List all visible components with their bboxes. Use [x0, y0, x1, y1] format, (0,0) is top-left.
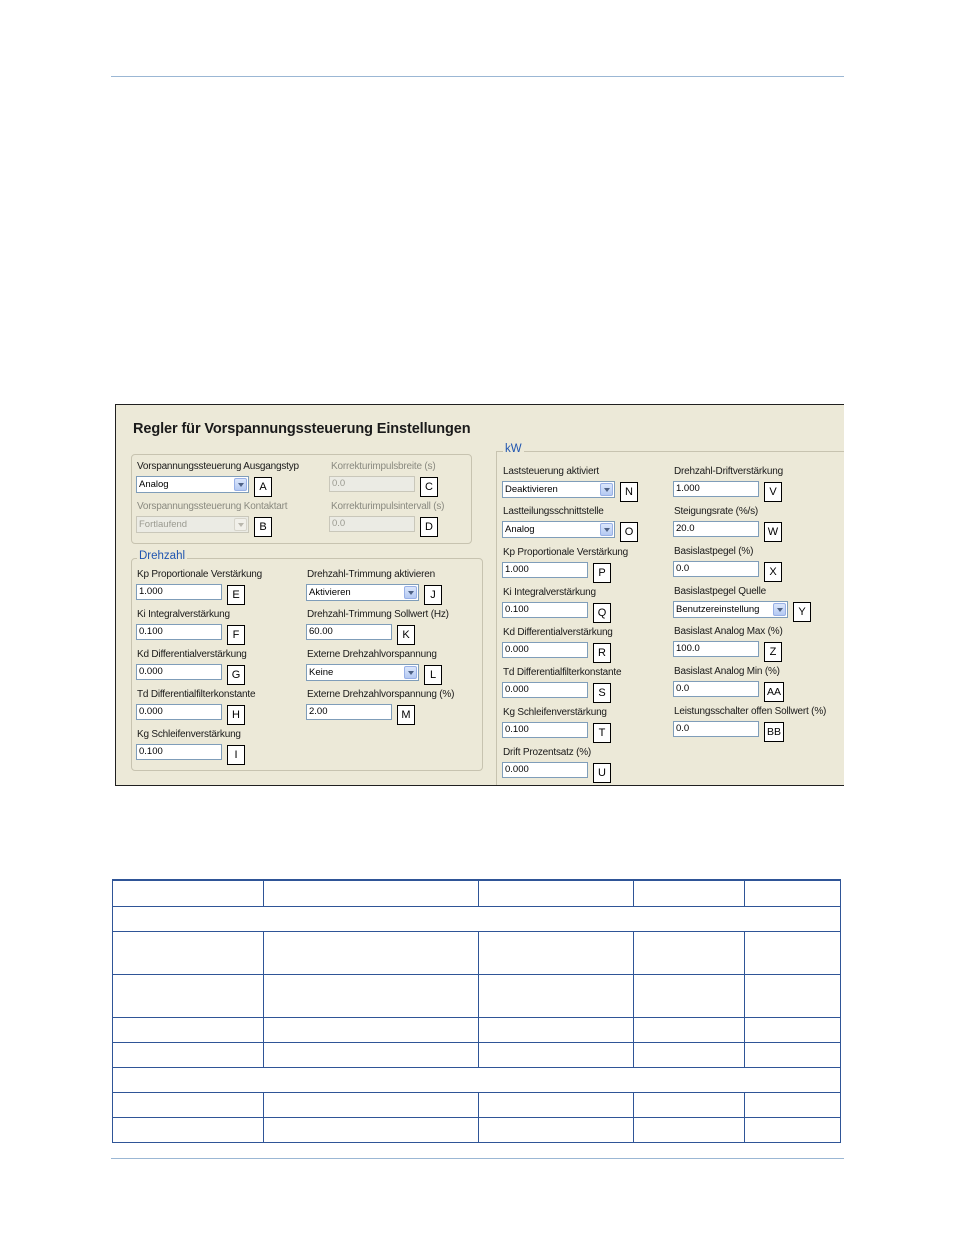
trim-enable-select[interactable]	[306, 584, 419, 601]
speed-td-label: Td Differentialfilterkonstante	[137, 689, 256, 700]
kw-legend: kW	[505, 443, 522, 455]
callout-m: M	[397, 705, 415, 725]
callout-e: E	[227, 585, 245, 605]
table-row	[113, 1018, 841, 1043]
chevron-down-icon[interactable]	[600, 523, 613, 536]
callout-p: P	[593, 563, 611, 583]
speed-kd-field[interactable]: 0.000	[136, 664, 222, 680]
table-header-row	[113, 880, 841, 907]
speed-ki-label: Ki Integralverstärkung	[137, 609, 230, 620]
analog-min-label: Basislast Analog Min (%)	[674, 666, 780, 677]
callout-s: S	[593, 683, 611, 703]
trim-enable-label: Drehzahl-Trimmung aktivieren	[307, 569, 435, 580]
kw-kp-field[interactable]: 1.000	[502, 562, 588, 578]
ramp-label: Steigungsrate (%/s)	[674, 506, 759, 517]
base-source-value: Benutzereinstellung	[676, 604, 760, 615]
settings-screenshot-panel	[115, 404, 844, 786]
speed-td-field[interactable]: 0.000	[136, 704, 222, 720]
contact-type-value: Fortlaufend	[139, 519, 188, 530]
chevron-down-icon[interactable]	[404, 586, 417, 599]
speed-kp-field[interactable]: 1.000	[136, 584, 222, 600]
drehzahl-legend: Drehzahl	[139, 550, 186, 562]
callout-w: W	[764, 522, 782, 542]
kw-kp-label: Kp Proportionale Verstärkung	[503, 547, 629, 558]
analog-max-field[interactable]: 100.0	[673, 641, 759, 657]
chevron-down-icon[interactable]	[404, 666, 417, 679]
pulse-interval-label: Korrekturimpulsintervall (s)	[331, 501, 445, 512]
callout-q: Q	[593, 603, 611, 623]
kw-group-top-border	[496, 451, 844, 452]
callout-u: U	[593, 763, 611, 783]
chevron-down-icon	[234, 518, 247, 531]
drift-pct-field[interactable]: 0.000	[502, 762, 588, 778]
speed-kg-field[interactable]: 0.100	[136, 744, 222, 760]
callout-j: J	[424, 585, 442, 605]
ext-bias-select[interactable]	[306, 664, 419, 681]
table-row	[113, 932, 841, 975]
callout-o: O	[620, 522, 638, 542]
load-share-select[interactable]	[502, 521, 615, 538]
pulse-interval-field: 0.0	[329, 516, 415, 532]
pulse-width-field: 0.0	[329, 476, 415, 492]
analog-max-label: Basislast Analog Max (%)	[674, 626, 783, 637]
callout-d: D	[420, 517, 438, 537]
ext-bias-value: Keine	[309, 667, 334, 678]
kw-ki-label: Ki Integralverstärkung	[503, 587, 596, 598]
table-row	[113, 1118, 841, 1143]
callout-aa: AA	[764, 682, 784, 702]
table-row	[113, 975, 841, 1018]
base-source-select[interactable]	[673, 601, 788, 618]
footer-rule	[111, 1158, 844, 1159]
drift-gain-label: Drehzahl-Driftverstärkung	[674, 466, 783, 477]
kw-group-border	[496, 451, 497, 786]
speed-kp-label: Kp Proportionale Verstärkung	[137, 569, 263, 580]
chevron-down-icon[interactable]	[773, 603, 786, 616]
kw-kg-field[interactable]: 0.100	[502, 722, 588, 738]
load-share-label: Lastteilungsschnittstelle	[503, 506, 604, 517]
callout-c: C	[420, 477, 438, 497]
trim-enable-value: Aktivieren	[309, 587, 351, 598]
callout-k: K	[397, 625, 415, 645]
speed-ki-field[interactable]: 0.100	[136, 624, 222, 640]
table-row	[113, 1093, 841, 1118]
speed-kd-label: Kd Differentialverstärkung	[137, 649, 247, 660]
ext-bias-label: Externe Drehzahlvorspannung	[307, 649, 437, 660]
callout-i: I	[227, 745, 245, 765]
pulse-width-label: Korrekturimpulsbreite (s)	[331, 461, 436, 472]
trim-setpoint-field[interactable]: 60.00	[306, 624, 392, 640]
drift-pct-label: Drift Prozentsatz (%)	[503, 747, 592, 758]
chevron-down-icon[interactable]	[600, 483, 613, 496]
callout-h: H	[227, 705, 245, 725]
load-share-value: Analog	[505, 524, 535, 535]
kw-td-label: Td Differentialfilterkonstante	[503, 667, 622, 678]
contact-type-select	[136, 516, 249, 533]
drift-gain-field[interactable]: 1.000	[673, 481, 759, 497]
trim-setpoint-label: Drehzahl-Trimmung Sollwert (Hz)	[307, 609, 449, 620]
output-type-select[interactable]	[136, 476, 249, 493]
speed-kg-label: Kg Schleifenverstärkung	[137, 729, 241, 740]
header-rule	[111, 76, 844, 77]
settings-table	[112, 879, 841, 1143]
panel-title: Regler für Vorspannungssteuerung Einstellungen	[133, 421, 471, 437]
kw-kg-label: Kg Schleifenverstärkung	[503, 707, 607, 718]
base-level-label: Basislastpegel (%)	[674, 546, 754, 557]
callout-a: A	[254, 477, 272, 497]
callout-x: X	[764, 562, 782, 582]
callout-y: Y	[793, 602, 811, 622]
kw-kd-label: Kd Differentialverstärkung	[503, 627, 613, 638]
callout-r: R	[593, 643, 611, 663]
table-section-row	[113, 907, 841, 932]
kw-td-field[interactable]: 0.000	[502, 682, 588, 698]
breaker-field[interactable]: 0.0	[673, 721, 759, 737]
base-level-field[interactable]: 0.0	[673, 561, 759, 577]
callout-z: Z	[764, 642, 782, 662]
callout-bb: BB	[764, 722, 784, 742]
load-ctrl-select[interactable]	[502, 481, 615, 498]
output-type-label: Vorspannungssteuerung Ausgangstyp	[137, 461, 299, 472]
kw-ki-field[interactable]: 0.100	[502, 602, 588, 618]
callout-g: G	[227, 665, 245, 685]
callout-t: T	[593, 723, 611, 743]
ext-bias-pct-label: Externe Drehzahlvorspannung (%)	[307, 689, 455, 700]
callout-v: V	[764, 482, 782, 502]
load-ctrl-value: Deaktivieren	[505, 484, 558, 495]
ramp-field[interactable]: 20.0	[673, 521, 759, 537]
callout-b: B	[254, 517, 272, 537]
contact-type-label: Vorspannungssteuerung Kontaktart	[137, 501, 288, 512]
base-source-label: Basislastpegel Quelle	[674, 586, 766, 597]
table-row	[113, 1043, 841, 1068]
callout-n: N	[620, 482, 638, 502]
kw-kd-field[interactable]: 0.000	[502, 642, 588, 658]
table-section-row	[113, 1068, 841, 1093]
callout-l: L	[424, 665, 442, 685]
ext-bias-pct-field[interactable]: 2.00	[306, 704, 392, 720]
analog-min-field[interactable]: 0.0	[673, 681, 759, 697]
output-type-value: Analog	[139, 479, 169, 490]
chevron-down-icon[interactable]	[234, 478, 247, 491]
breaker-label: Leistungsschalter offen Sollwert (%)	[674, 706, 827, 717]
callout-f: F	[227, 625, 245, 645]
load-ctrl-label: Laststeuerung aktiviert	[503, 466, 600, 477]
